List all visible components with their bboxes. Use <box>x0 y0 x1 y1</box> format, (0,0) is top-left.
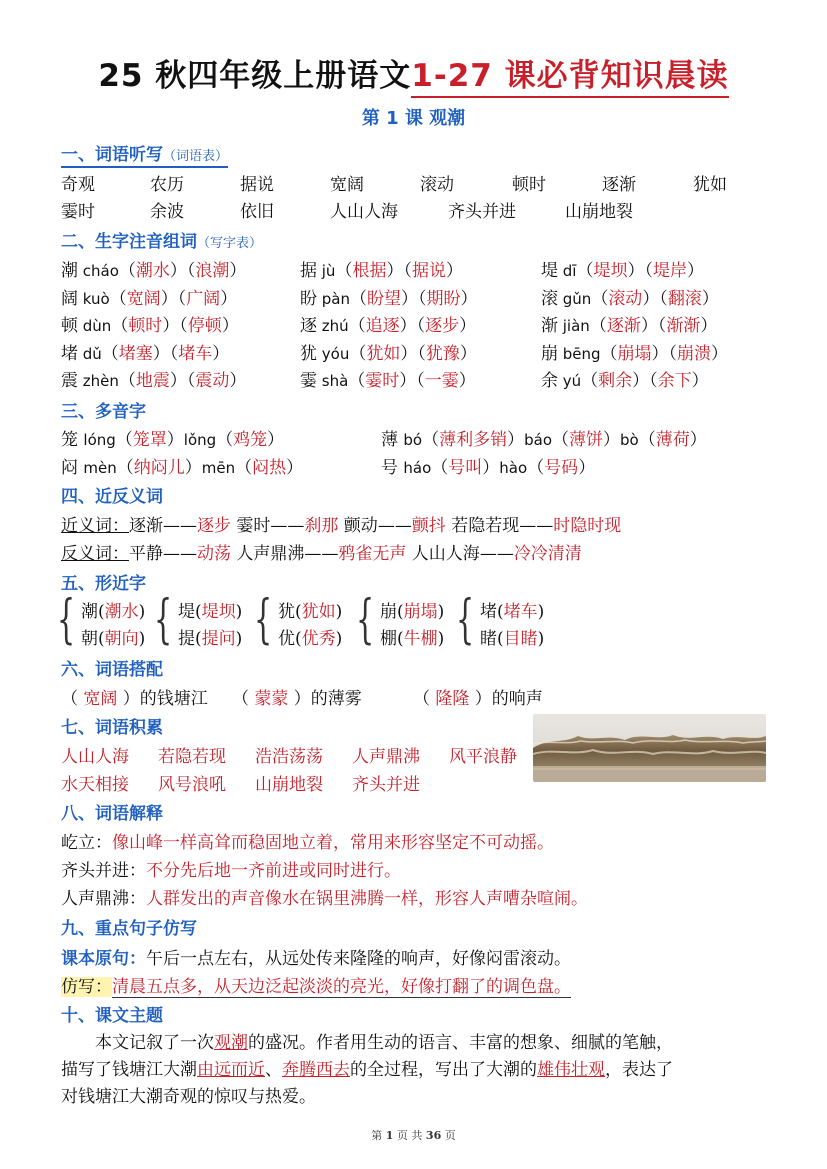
bracket: ）（ <box>399 316 426 336</box>
theme-line-1: 本文记叙了一次观潮的盛况。作者用生动的语言、丰富的想象、细腻的笔触， <box>95 1033 673 1053</box>
char: 堤 <box>541 261 558 281</box>
pinyin: lǒng <box>183 431 217 449</box>
char: 崩( <box>380 602 404 622</box>
word: 渐渐 <box>666 316 701 336</box>
word: 提问 <box>201 629 236 649</box>
dash: —— <box>163 544 197 564</box>
bracket: ） <box>507 430 525 450</box>
word: 地震 <box>135 371 170 391</box>
char-entry <box>300 366 476 391</box>
term: 屹立： <box>61 833 112 853</box>
collocation <box>232 684 362 709</box>
bracket: ）（ <box>169 261 196 281</box>
pair-word: 霎时 <box>231 516 271 536</box>
vocab-word: 犹如 <box>693 175 727 195</box>
bracket: ）（ <box>400 343 426 364</box>
pair-answer: 鸦雀无声 <box>338 544 407 564</box>
word: 根据 <box>352 261 387 281</box>
bracket: ） <box>701 288 719 309</box>
bracket: ) <box>138 629 146 649</box>
bracket: ） <box>286 458 304 478</box>
pinyin: yóu <box>317 344 350 363</box>
word: 目睹 <box>503 629 538 649</box>
polyphone-group <box>381 425 707 450</box>
dash: —— <box>163 516 197 536</box>
word: 滚动 <box>608 288 643 309</box>
word: 宽阔 <box>83 689 118 709</box>
bracket: ） <box>482 458 500 478</box>
pair-word: 平静 <box>129 544 163 564</box>
pair-word: 颤动 <box>338 516 378 536</box>
vocab-word: 顿时 <box>512 175 546 195</box>
bracket: （ <box>232 689 255 709</box>
bracket: （ <box>348 371 366 391</box>
word: 潮水 <box>135 261 170 281</box>
char: 犹( <box>278 602 302 622</box>
bracket: ） <box>460 288 478 309</box>
word: 追逐 <box>365 316 400 336</box>
dash: —— <box>270 516 305 536</box>
pinyin: yú <box>558 372 582 390</box>
word: 笼罩 <box>132 430 167 450</box>
char-entry <box>61 256 246 281</box>
bracket: （ <box>552 430 569 450</box>
word: 号叫 <box>448 458 483 478</box>
word: 宽阔 <box>126 288 161 309</box>
char: 睹( <box>480 629 504 649</box>
word: 隆隆 <box>435 689 470 709</box>
section-1-heading: 一、词语听写（词语表） <box>61 140 228 168</box>
section-10-heading: 十、课文主题 <box>61 1006 163 1026</box>
char: 潮( <box>81 602 105 622</box>
vocab-word: 逐渐 <box>602 175 636 195</box>
word: 停顿 <box>187 316 222 336</box>
bracket: （ <box>335 261 353 281</box>
pinyin: bò <box>620 431 639 449</box>
char-entry <box>61 284 237 309</box>
char: 滚 <box>541 288 558 309</box>
page-title: 25 秋四年级上册语文1-27 课必背知识晨读 <box>0 50 827 95</box>
bracket: （ <box>111 316 129 336</box>
word: 广阔 <box>186 288 221 309</box>
char-entry <box>61 339 229 364</box>
char: 阔 <box>61 288 78 309</box>
word: 薄利多销 <box>439 430 508 450</box>
word: 浪潮 <box>195 261 230 281</box>
word: 堤坝 <box>201 602 236 622</box>
bracket: ) <box>138 602 146 622</box>
similar-char <box>380 624 444 649</box>
word: 盼望 <box>367 288 401 309</box>
bracket: ) <box>335 629 343 649</box>
word: 犹豫 <box>425 343 460 364</box>
bracket: ）（ <box>640 316 667 336</box>
page-footer: 第 1 页 共 36 页 <box>371 1129 456 1142</box>
char: 优( <box>278 629 302 649</box>
word: 崩塌 <box>617 343 652 364</box>
def: 人群发出的声音像水在锅里沸腾一样，形容人声嘈杂喧闹。 <box>146 889 588 909</box>
word: 崩溃 <box>677 343 712 364</box>
char-entry <box>300 339 477 364</box>
char-entry <box>300 256 463 281</box>
word: 据说 <box>411 261 446 281</box>
char: 渐 <box>541 316 558 336</box>
bracket: ) <box>437 602 445 622</box>
brace-icon: { <box>57 590 76 650</box>
similar-char <box>278 624 342 649</box>
section-9-heading: 九、重点句子仿写 <box>61 919 197 939</box>
bracket: ） <box>229 261 247 281</box>
bracket: （ <box>576 261 594 281</box>
word: 翻滚 <box>667 288 702 309</box>
word: 期盼 <box>426 288 461 309</box>
bracket: ） <box>691 371 709 391</box>
char: 堤( <box>178 602 202 622</box>
char-entry <box>61 311 239 336</box>
char: 堵( <box>480 602 504 622</box>
word: 薄荷 <box>655 430 690 450</box>
bracket: ) <box>537 602 545 622</box>
bracket: ） <box>267 430 285 450</box>
bracket: ） <box>578 458 596 478</box>
pair-answer: 冷冷清清 <box>513 544 582 564</box>
char: 提( <box>178 629 202 649</box>
bracket: （ <box>118 371 136 391</box>
word: 鸡笼 <box>233 430 268 450</box>
bracket: （ <box>422 430 440 450</box>
word: 震动 <box>195 371 230 391</box>
char: 闷 <box>61 458 84 478</box>
bracket: ) <box>537 629 545 649</box>
pinyin: bēng <box>558 344 601 363</box>
char-entry <box>541 284 719 309</box>
section-7-heading: 七、词语积累 <box>61 718 163 738</box>
bracket: ) <box>437 629 445 649</box>
char: 堵 <box>61 343 78 364</box>
pinyin: bó <box>403 431 423 449</box>
section-6-heading: 六、词语搭配 <box>61 660 163 680</box>
bracket: ）（ <box>152 343 179 364</box>
word: 一霎 <box>424 371 459 391</box>
bracket: ）（ <box>160 288 187 309</box>
similar-char <box>278 597 342 622</box>
pinyin: zhèn <box>78 372 119 390</box>
dash: —— <box>519 516 554 536</box>
bracket: ) <box>235 602 243 622</box>
pinyin: jiàn <box>558 317 590 335</box>
pinyin: hào <box>499 459 528 477</box>
dash: —— <box>304 544 339 564</box>
section-5-heading: 五、形近字 <box>61 574 146 594</box>
brace-icon: { <box>154 590 173 650</box>
word: 余下 <box>657 371 692 391</box>
word: 堤岸 <box>652 261 687 281</box>
word: 逐渐 <box>606 316 641 336</box>
idiom: 浩浩荡荡 <box>255 747 323 767</box>
char: 盼 <box>300 288 317 309</box>
idiom: 风平浪静 <box>449 747 517 767</box>
word: 犹如 <box>366 343 401 364</box>
char: 犹 <box>300 343 317 364</box>
dash: —— <box>377 516 412 536</box>
pinyin: dùn <box>78 317 112 335</box>
bracket: ） <box>459 316 477 336</box>
bracket: ）（ <box>386 261 412 281</box>
bracket: ）（ <box>399 371 425 391</box>
similar-char <box>480 624 544 649</box>
section-2-heading: 二、生字注音组词（写字表） <box>61 232 263 252</box>
definition <box>61 884 588 909</box>
pair-label: 近义词： <box>61 516 129 536</box>
def: 像山峰一样高耸而稳固地立着，常用来形容坚定不可动摇。 <box>112 833 554 853</box>
idiom: 山崩地裂 <box>255 775 323 795</box>
pinyin: shà <box>317 372 349 390</box>
pinyin: pàn <box>317 289 350 308</box>
bracket: ） <box>686 261 704 281</box>
pinyin: mēn <box>201 459 236 477</box>
polyphone-group <box>61 425 284 450</box>
pinyin: gǔn <box>558 289 592 308</box>
bracket: ） <box>212 343 230 364</box>
bracket: （ <box>350 288 367 309</box>
polyphone-group <box>381 453 595 478</box>
bracket: ） <box>184 458 202 478</box>
similar-char <box>81 624 145 649</box>
word: 堤坝 <box>593 261 628 281</box>
bracket: ）（ <box>162 316 188 336</box>
bracket: ） <box>166 430 184 450</box>
char-entry <box>541 339 728 364</box>
char-entry <box>300 311 476 336</box>
word: 牛棚 <box>403 629 438 649</box>
vocab-word: 据说 <box>240 175 274 195</box>
vocab-word: 人山人海 <box>330 202 398 222</box>
char: 潮 <box>61 261 78 281</box>
char-entry <box>541 311 717 336</box>
similar-char <box>178 597 242 622</box>
brace-icon: { <box>356 590 375 650</box>
pair-row <box>61 511 621 536</box>
bracket: ) <box>235 629 243 649</box>
char: 号 <box>381 458 404 478</box>
char: 逐 <box>300 316 317 336</box>
idiom: 人声鼎沸 <box>352 747 420 767</box>
bracket: （ <box>589 316 607 336</box>
idiom: 若隐若现 <box>158 747 226 767</box>
char: 笼 <box>61 430 84 450</box>
vocab-word: 依旧 <box>240 202 274 222</box>
bracket: ）（ <box>632 371 658 391</box>
definition <box>61 828 554 853</box>
pair-answer: 时隐时现 <box>553 516 622 536</box>
bracket: ） <box>229 371 247 391</box>
pinyin: jù <box>317 262 336 280</box>
bracket: （ <box>116 458 134 478</box>
char: 霎 <box>300 371 317 391</box>
def: 不分先后地一齐前进或同时进行。 <box>146 861 401 881</box>
pair-row <box>61 539 582 564</box>
idiom: 水天相接 <box>61 775 129 795</box>
pinyin: lóng <box>83 431 116 449</box>
bracket: （ <box>413 689 436 709</box>
section-4-heading: 四、近反义词 <box>61 487 163 507</box>
text: ）的钱塘江 <box>117 689 208 709</box>
word: 剩余 <box>598 371 633 391</box>
polyphone-group <box>61 453 303 478</box>
bracket: ） <box>221 316 239 336</box>
bracket: ） <box>700 316 718 336</box>
term: 齐头并进： <box>61 861 146 881</box>
vocab-word: 齐头并进 <box>448 202 516 222</box>
bracket: ） <box>603 430 620 450</box>
bracket: （ <box>235 458 253 478</box>
word: 蒙蒙 <box>254 689 289 709</box>
word: 崩塌 <box>403 602 438 622</box>
pinyin: dī <box>558 262 577 280</box>
term: 人声鼎沸： <box>61 889 146 909</box>
word: 潮水 <box>104 602 139 622</box>
bracket: （ <box>600 343 618 364</box>
bracket: （ <box>348 316 366 336</box>
vocab-word: 山崩地裂 <box>565 202 633 222</box>
tidal-bore-image <box>533 714 766 782</box>
section-8-heading: 八、词语解释 <box>61 804 163 824</box>
char: 据 <box>300 261 317 281</box>
vocab-word: 霎时 <box>61 202 95 222</box>
char: 薄 <box>381 430 404 450</box>
similar-char <box>480 597 544 622</box>
char-entry <box>61 366 246 391</box>
word: 霎时 <box>365 371 400 391</box>
word: 优秀 <box>301 629 336 649</box>
word: 薄饼 <box>569 430 603 450</box>
pair-answer: 颤抖 <box>411 516 446 536</box>
pair-word: 逐渐 <box>129 516 163 536</box>
pair-label: 反义词： <box>61 544 129 564</box>
similar-char <box>380 597 444 622</box>
char: 崩 <box>541 343 558 364</box>
bracket: （ <box>115 430 133 450</box>
word: 顿时 <box>128 316 163 336</box>
pinyin: cháo <box>78 262 119 280</box>
char-entry <box>300 284 478 309</box>
section-3-heading: 三、多音字 <box>61 402 146 422</box>
lesson-heading: 第 1 课 观潮 <box>361 108 466 129</box>
word: 朝向 <box>104 629 139 649</box>
pinyin: zhú <box>317 317 349 335</box>
bracket: （ <box>216 430 234 450</box>
bracket: ）（ <box>627 261 653 281</box>
pair-word: 人山人海 <box>406 544 480 564</box>
word: 堵塞 <box>118 343 153 364</box>
collocation <box>413 684 543 709</box>
bracket: （ <box>109 288 127 309</box>
bracket: （ <box>118 261 136 281</box>
bracket: ) <box>335 602 343 622</box>
bracket: ）（ <box>169 371 196 391</box>
pair-answer: 动荡 <box>197 544 231 564</box>
char: 震 <box>61 371 78 391</box>
char: 顿 <box>61 316 78 336</box>
bracket: （ <box>431 458 449 478</box>
vocab-word: 奇观 <box>61 175 95 195</box>
word: 犹如 <box>301 602 336 622</box>
bracket: ）（ <box>651 343 678 364</box>
bracket: （ <box>101 343 119 364</box>
bracket: ） <box>220 288 238 309</box>
vocab-word: 滚动 <box>420 175 454 195</box>
word: 闷热 <box>252 458 287 478</box>
theme-line-3: 对钱塘江大潮奇观的惊叹与热爱。 <box>61 1087 316 1107</box>
bracket: ） <box>689 430 707 450</box>
bracket: ） <box>445 261 463 281</box>
pinyin: mèn <box>83 459 117 477</box>
vocab-word: 农历 <box>150 175 184 195</box>
page-title-highlight: 1-27 课必背知识晨读 <box>411 58 728 98</box>
text: ）的响声 <box>469 689 543 709</box>
bracket: （ <box>527 458 545 478</box>
char: 余 <box>541 371 558 391</box>
char-entry <box>541 366 709 391</box>
word: 逐步 <box>425 316 460 336</box>
char: 棚( <box>380 629 404 649</box>
bracket: （ <box>591 288 609 309</box>
vocab-word: 宽阔 <box>330 175 364 195</box>
pair-answer: 逐步 <box>197 516 231 536</box>
bracket: ） <box>458 371 476 391</box>
bracket: ）（ <box>642 288 668 309</box>
pair-answer: 刹那 <box>304 516 339 536</box>
similar-char <box>178 624 242 649</box>
idiom: 齐头并进 <box>352 775 420 795</box>
bracket: （ <box>581 371 599 391</box>
word: 纳闷儿 <box>133 458 185 478</box>
dash: —— <box>479 544 514 564</box>
bracket: ） <box>459 343 477 364</box>
similar-char <box>81 597 145 622</box>
bracket: （ <box>349 343 367 364</box>
original-sentence: 课本原句：午后一点左右，从远处传来隆隆的响声，好像闷雷滚动。 <box>61 949 571 969</box>
pair-word: 人声鼎沸 <box>231 544 305 564</box>
imitation-sentence: 仿写：清晨五点多，从天边泛起淡淡的亮光，好像打翻了的调色盘。 <box>61 977 571 997</box>
text: ）的薄雾 <box>288 689 362 709</box>
bracket: （ <box>61 689 84 709</box>
char-entry <box>541 256 704 281</box>
vocab-word: 余波 <box>150 202 184 222</box>
pinyin: háo <box>403 459 432 477</box>
word: 堵车 <box>178 343 213 364</box>
brace-icon: { <box>254 590 273 650</box>
idiom: 风号浪吼 <box>158 775 226 795</box>
collocation <box>61 684 208 709</box>
brace-icon: { <box>456 590 475 650</box>
theme-line-2: 描写了钱塘江大潮由远而近、奔腾西去的全过程，写出了大潮的雄伟壮观，表达了 <box>61 1060 673 1080</box>
char: 朝( <box>81 629 105 649</box>
word: 号码 <box>544 458 579 478</box>
pinyin: dǔ <box>78 344 102 363</box>
bracket: （ <box>638 430 656 450</box>
bracket: ）（ <box>401 288 427 309</box>
pinyin: kuò <box>78 289 110 308</box>
word: 堵车 <box>503 602 538 622</box>
bracket: ） <box>711 343 729 364</box>
definition <box>61 856 401 881</box>
pinyin: báo <box>524 431 552 449</box>
idiom: 人山人海 <box>61 747 129 767</box>
pair-word: 若隐若现 <box>445 516 520 536</box>
